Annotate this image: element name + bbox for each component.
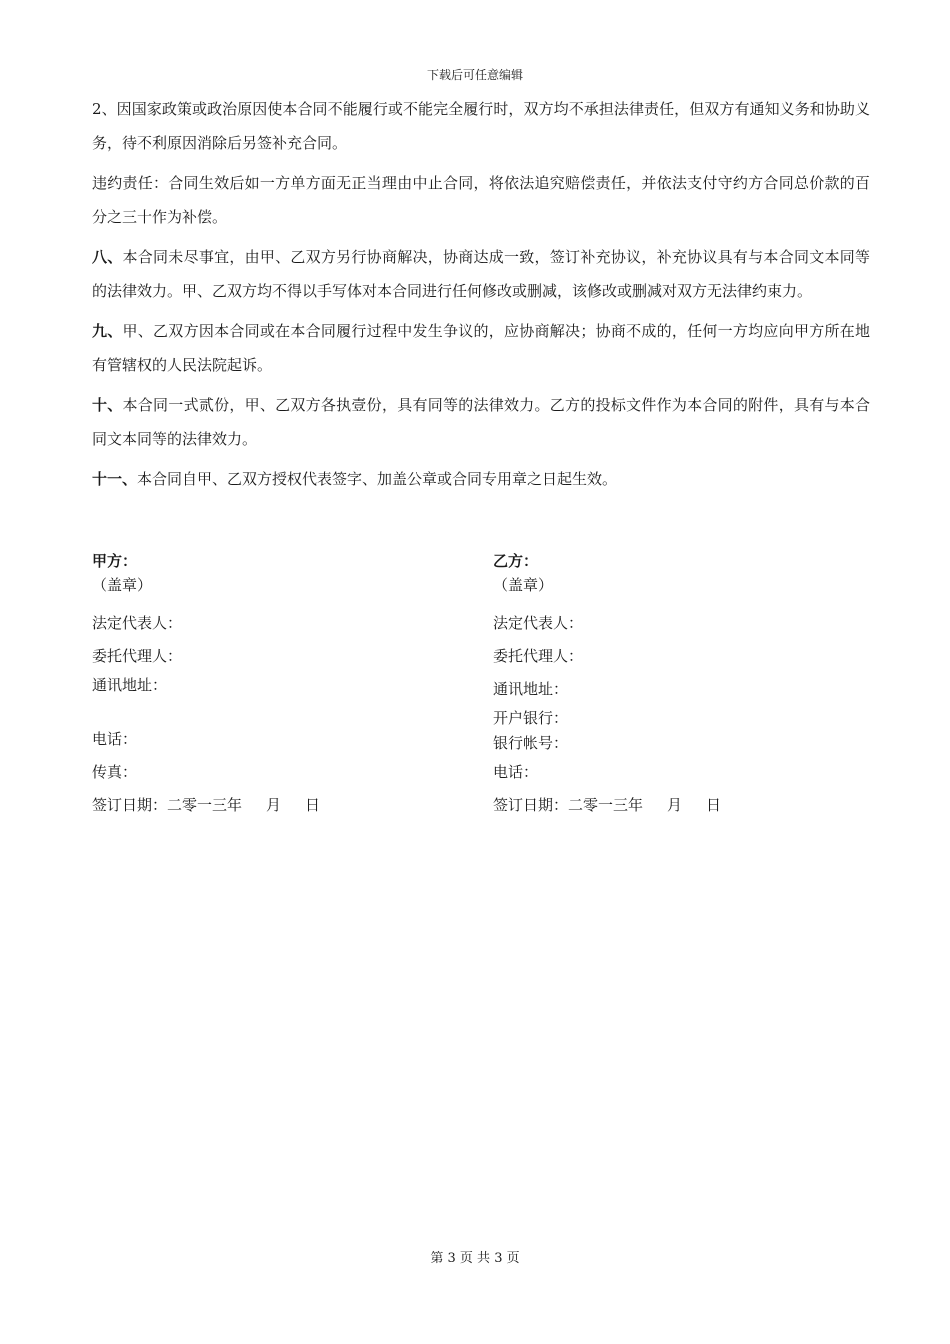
- clause-breach: 违约责任：合同生效后如一方单方面无正当理由中止合同，将依法追究赔偿责任，并依法支付守约方合同总价款的百分之三十作为补偿。: [92, 174, 870, 226]
- clause-9: [92, 314, 870, 382]
- party-b-title: 乙方：: [493, 552, 539, 570]
- party-b-account: 银行帐号：: [493, 734, 569, 752]
- party-b-phone: 电话：: [493, 763, 539, 781]
- clause-10-text: 本合同一式贰份，甲、乙双方各执壹份，具有同等的法律效力。乙方的投标文件作为本合同的附件，具有与本合同文本同等的法律效力。: [92, 396, 870, 448]
- clause-2: 2、因国家政策或政治原因使本合同不能履行或不能完全履行时，双方均不承担法律责任，但双方有通知义务和协助义务，待不利原因消除后另签补充合同。: [92, 100, 870, 152]
- party-b-seal: （盖章）: [493, 576, 554, 594]
- page-number: 第 3 页 共 3 页: [430, 1251, 520, 1266]
- party-a-sign-date-label: 签订日期：二零一三年: [92, 796, 243, 814]
- party-a-day: 日: [305, 796, 321, 814]
- party-a-seal: （盖章）: [92, 576, 153, 594]
- party-b-day: 日: [706, 796, 722, 814]
- party-a-address: 通讯地址：: [92, 676, 168, 694]
- clause-9-text: 甲、乙双方因本合同或在本合同履行过程中发生争议的，应协商解决；协商不成的，任何一方均应向甲方所在地有管辖权的人民法院起诉。: [92, 322, 870, 374]
- party-b-block: [493, 549, 721, 822]
- party-a-phone: 电话：: [92, 730, 138, 748]
- clause-11: [92, 462, 870, 496]
- clause-8-text: 本合同未尽事宜，由甲、乙双方另行协商解决，协商达成一致，签订补充协议，补充协议具有与本合同文本同等的法律效力。甲、乙双方均不得以手写体对本合同进行任何修改或删减，该修改或删减对双方无法律约束力。: [92, 248, 870, 300]
- party-a-fax: 传真：: [92, 763, 138, 781]
- party-a-title: 甲方：: [92, 552, 138, 570]
- clause-8-number: 八、: [92, 248, 123, 266]
- party-b-month: 月: [667, 796, 683, 814]
- contract-clauses: [92, 92, 870, 502]
- party-a-spacer: [92, 698, 320, 723]
- party-b-sign-date: [493, 789, 721, 822]
- party-b-bank: 开户银行：: [493, 709, 569, 727]
- clause-11-text: 本合同自甲、乙双方授权代表签字、加盖公章或合同专用章之日起生效。: [137, 470, 618, 488]
- clause-9-number: 九、: [92, 322, 123, 340]
- party-a-agent: 委托代理人：: [92, 647, 183, 665]
- party-b-agent: 委托代理人：: [493, 647, 584, 665]
- header-note: 下载后可任意编辑: [426, 68, 523, 82]
- party-b-address: 通讯地址：: [493, 680, 569, 698]
- party-a-block: [92, 549, 320, 822]
- clause-11-number: 十一、: [92, 470, 138, 488]
- party-a-sign-date: [92, 789, 320, 822]
- party-b-sign-date-label: 签订日期：二零一三年: [493, 796, 644, 814]
- clause-10-number: 十、: [92, 396, 123, 414]
- party-a-month: 月: [266, 796, 282, 814]
- clause-8: [92, 240, 870, 308]
- party-b-legal-rep: 法定代表人：: [493, 614, 584, 632]
- clause-10: [92, 388, 870, 456]
- party-a-legal-rep: 法定代表人：: [92, 614, 183, 632]
